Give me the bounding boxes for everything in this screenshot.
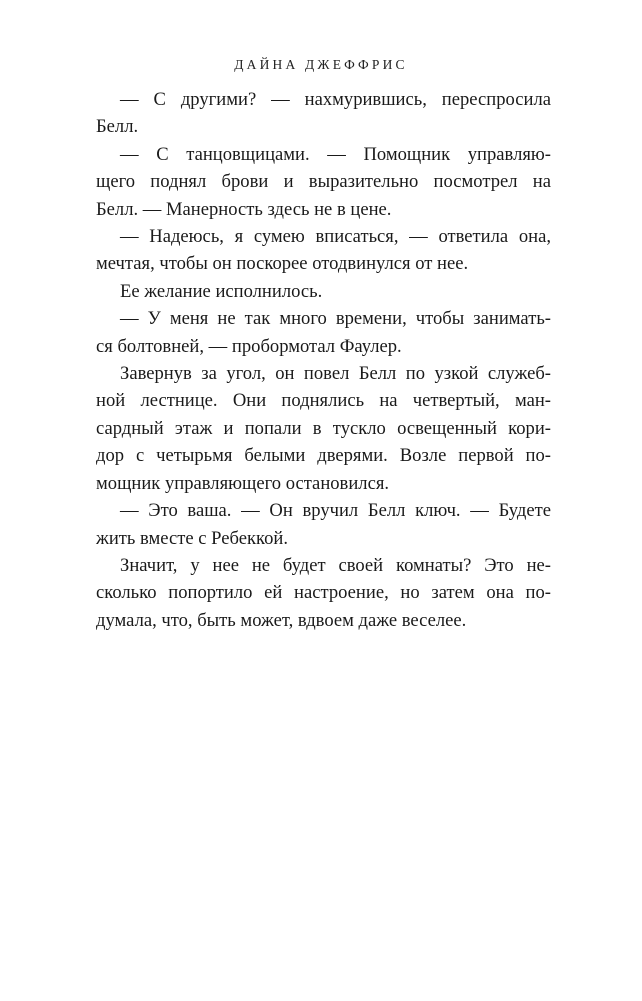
paragraph <box>96 86 551 141</box>
paragraph <box>96 552 551 634</box>
text-line: Белл. <box>96 116 139 138</box>
text-line: дор с четырьмя белыми дверями. Возле первой по- <box>96 445 551 467</box>
text-line: мощник управляющего остановился. <box>96 472 390 494</box>
text-line: ной лестнице. Они поднялись на четвертый, ман- <box>96 390 551 412</box>
text-line: Белл. — Манерность здесь не в цене. <box>96 198 392 220</box>
text-line: сардный этаж и попали в тускло освещенный кори- <box>96 417 551 439</box>
text-line: Значит, у нее не будет своей комнаты? Это не- <box>120 554 551 576</box>
paragraph <box>96 141 551 223</box>
text-line: — С танцовщицами. — Помощник управляю- <box>120 143 551 165</box>
text-line: щего поднял брови и выразительно посмотрел на <box>96 171 551 193</box>
running-head: ДАЙНА ДЖЕФФРИС <box>234 57 408 72</box>
text-line: — Это ваша. — Он вручил Белл ключ. — Будете <box>120 500 551 522</box>
text-line: — Надеюсь, я сумею вписаться, — ответила она, <box>120 226 551 248</box>
text-line: мечтая, чтобы он поскорее отодвинулся от нее. <box>96 253 469 275</box>
paragraph <box>96 305 551 360</box>
paragraph <box>96 497 551 552</box>
text-line: — С другими? — нахмурившись, переспросила <box>120 89 551 110</box>
text-line: жить вместе с Ребеккой. <box>96 527 289 549</box>
paragraph <box>96 278 551 305</box>
paragraph <box>96 360 551 497</box>
text-line: — У меня не так много времени, чтобы занимать- <box>120 308 551 330</box>
text-line: сколько попортило ей настроение, но затем она по- <box>96 582 551 604</box>
text-line: Завернув за угол, он повел Белл по узкой служеб- <box>120 363 551 385</box>
body-text <box>96 86 551 634</box>
text-line: думала, что, быть может, вдвоем даже веселее. <box>96 609 467 631</box>
text-line: Ее желание исполнилось. <box>120 280 323 302</box>
text-line: ся болтовней, — пробормотал Фаулер. <box>96 335 402 357</box>
paragraph <box>96 223 551 278</box>
